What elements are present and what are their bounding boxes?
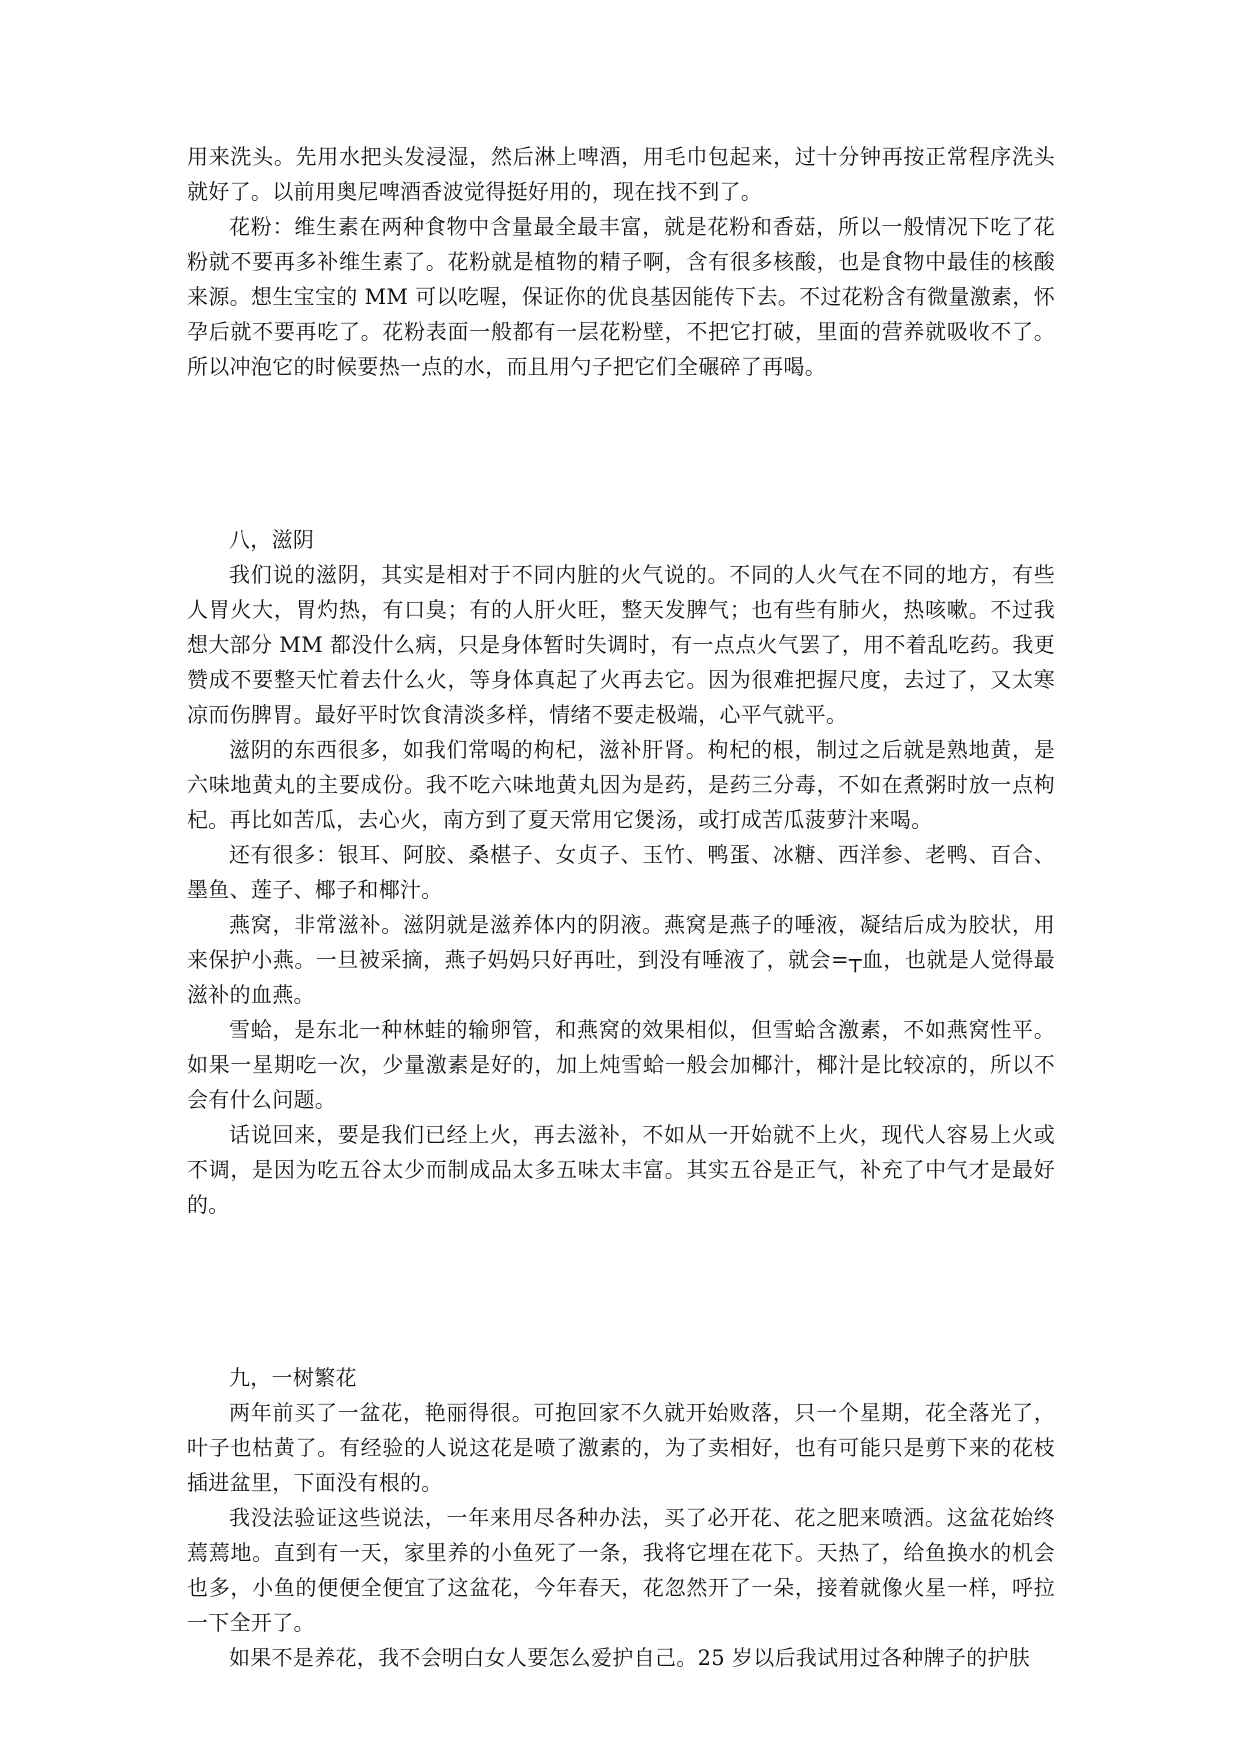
paragraph: 燕窝，非常滋补。滋阴就是滋养体内的阴液。燕窝是燕子的唾液，凝结后成为胶状，用来保护小燕。一旦被采摘，燕子妈妈只好再吐，到没有唾液了，就会=┬血，也就是人觉得最滋补的血燕。 <box>187 913 1055 1007</box>
paragraph: 我没法验证这些说法，一年来用尽各种办法，买了必开花、花之肥来喷洒。这盆花始终蔫蔫地。直到有一天，家里养的小鱼死了一条，我将它埋在花下。天热了，给鱼换水的机会也多，小鱼的便便全便宜了这盆花，今年春天，花忽然开了一朵，接着就像火星一样，呼拉一下全开了。 <box>187 1506 1055 1635</box>
paragraph: 如果不是养花，我不会明白女人要怎么爱护自己。25 岁以后我试用过各种牌子的护肤 <box>229 1646 1031 1670</box>
section-spacer <box>187 385 1055 523</box>
document-page <box>187 140 1055 1676</box>
paragraph: 雪蛤，是东北一种林蛙的输卵管，和燕窝的效果相似，但雪蛤含激素，不如燕窝性平。如果一星期吃一次，少量激素是好的，加上炖雪蛤一般会加椰汁，椰汁是比较凉的，所以不会有什么问题。 <box>187 1018 1055 1112</box>
paragraph: 花粉：维生素在两种食物中含量最全最丰富，就是花粉和香菇，所以一般情况下吃了花粉就不要再多补维生素了。花粉就是植物的精子啊，含有很多核酸，也是食物中最佳的核酸来源。想生宝宝的 MM 可以吃喔，保证你的优良基因能传下去。不过花粉含有微量激素，怀孕后就不要再吃了。花粉表面一般都有一层花粉壁，不把它打破，里面的营养就吸收不了。所以冲泡它的时候要热一点的水，而且用勺子把它们全碾碎了再喝。 <box>187 215 1055 379</box>
paragraph: 两年前买了一盆花，艳丽得很。可抱回家不久就开始败落，只一个星期，花全落光了，叶子也枯黄了。有经验的人说这花是喷了激素的，为了卖相好，也有可能只是剪下来的花枝插进盆里，下面没有根的。 <box>187 1401 1055 1495</box>
section-heading-8: 八，滋阴 <box>229 528 315 552</box>
paragraph: 话说回来，要是我们已经上火，再去滋补，不如从一开始就不上火，现代人容易上火或不调，是因为吃五谷太少而制成品太多五味太丰富。其实五谷是正气，补充了中气才是最好的。 <box>187 1123 1055 1217</box>
paragraph: 用来洗头。先用水把头发浸湿，然后淋上啤酒，用毛巾包起来，过十分钟再按正常程序洗头就好了。以前用奥尼啤酒香波觉得挺好用的，现在找不到了。 <box>187 145 1055 204</box>
paragraph: 还有很多：银耳、阿胶、桑椹子、女贞子、玉竹、鸭蛋、冰糖、西洋参、老鸭、百合、墨鱼、莲子、椰子和椰汁。 <box>187 843 1055 902</box>
paragraph: 我们说的滋阴，其实是相对于不同内脏的火气说的。不同的人火气在不同的地方，有些人胃火大，胃灼热，有口臭；有的人肝火旺，整天发脾气；也有些有肺火，热咳嗽。不过我想大部分 MM 都没什么病，只是身体暂时失调时，有一点点火气罢了，用不着乱吃药。我更赞成不要整天忙着去什么火，等身体真起了火再去它。因为很难把握尺度，去过了，又太寒凉而伤脾胃。最好平时饮食清淡多样，情绪不要走极端，心平气就平。 <box>187 563 1055 727</box>
section-heading-9: 九，一树繁花 <box>229 1366 357 1390</box>
paragraph: 滋阴的东西很多，如我们常喝的枸杞，滋补肝肾。枸杞的根，制过之后就是熟地黄，是六味地黄丸的主要成份。我不吃六味地黄丸因为是药，是药三分毒，不如在煮粥时放一点枸杞。再比如苦瓜，去心火，南方到了夏天常用它煲汤，或打成苦瓜菠萝汁来喝。 <box>187 738 1055 832</box>
section-spacer <box>187 1223 1055 1361</box>
